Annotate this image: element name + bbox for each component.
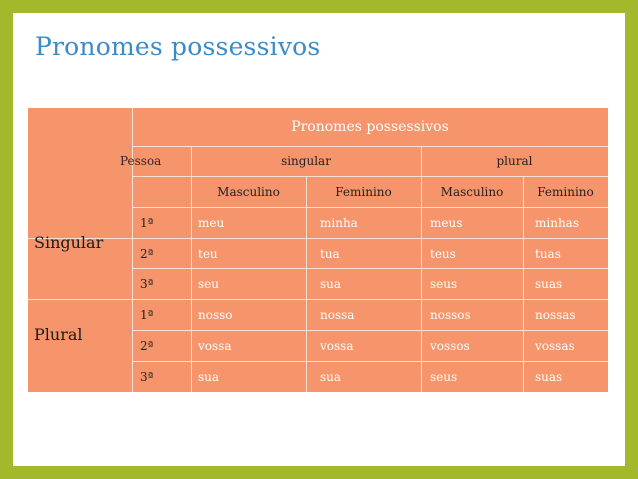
- sub-header-masculino: Masculino: [217, 185, 280, 199]
- grid-line: [132, 268, 608, 269]
- grid-line: [28, 299, 608, 300]
- grid-line: [132, 108, 133, 392]
- sub-header-masculino: Masculino: [440, 185, 504, 199]
- table-cell: teu: [198, 247, 218, 261]
- table-cell: meu: [198, 216, 225, 230]
- grid-line: [132, 361, 608, 362]
- sub-header-feminino: Feminino: [335, 185, 392, 199]
- grid-line: [132, 176, 608, 177]
- table-cell: seus: [430, 370, 458, 384]
- table-cell: minha: [320, 216, 358, 230]
- person-cell: 3ª: [140, 277, 154, 291]
- table-cell: tuas: [535, 247, 561, 261]
- slide: [13, 13, 625, 466]
- table-cell: suas: [535, 277, 563, 291]
- grid-line: [191, 146, 192, 392]
- table-cell: nossa: [320, 308, 355, 322]
- pessoa-header: Pessoa: [120, 154, 162, 168]
- table-cell: vossos: [430, 339, 470, 353]
- singular-header: singular: [281, 154, 331, 168]
- grid-line: [523, 176, 524, 392]
- table-title: Pronomes possessivos: [291, 119, 449, 135]
- table-cell: vossa: [320, 339, 354, 353]
- person-cell: 2ª: [140, 339, 154, 353]
- table-cell: sua: [320, 370, 342, 384]
- person-cell: 1ª: [140, 216, 154, 230]
- table-cell: sua: [198, 370, 220, 384]
- table-cell: sua: [320, 277, 342, 291]
- table-cell: minhas: [535, 216, 579, 230]
- table-cell: teus: [430, 247, 456, 261]
- grid-line: [132, 146, 608, 147]
- grid-line: [306, 176, 307, 392]
- row-group-plural: Plural: [34, 325, 83, 344]
- table-cell: suas: [535, 370, 563, 384]
- table-cell: seu: [198, 277, 219, 291]
- grid-line: [421, 146, 422, 392]
- table-cell: tua: [320, 247, 340, 261]
- table-cell: nossas: [535, 308, 576, 322]
- pronouns-table: [28, 108, 608, 392]
- person-cell: 1ª: [140, 308, 154, 322]
- table-cell: seus: [430, 277, 458, 291]
- grid-line: [28, 238, 608, 239]
- grid-line: [132, 207, 608, 208]
- row-group-singular: Singular: [34, 233, 104, 252]
- table-cell: vossas: [535, 339, 575, 353]
- table-cell: nosso: [198, 308, 233, 322]
- table-cell: vossa: [198, 339, 232, 353]
- person-cell: 2ª: [140, 247, 154, 261]
- table-cell: meus: [430, 216, 463, 230]
- sub-header-feminino: Feminino: [537, 185, 594, 199]
- grid-line: [132, 330, 608, 331]
- person-cell: 3ª: [140, 370, 154, 384]
- slide-title: Pronomes possessivos: [35, 32, 321, 61]
- plural-header: plural: [496, 154, 533, 168]
- table-cell: nossos: [430, 308, 471, 322]
